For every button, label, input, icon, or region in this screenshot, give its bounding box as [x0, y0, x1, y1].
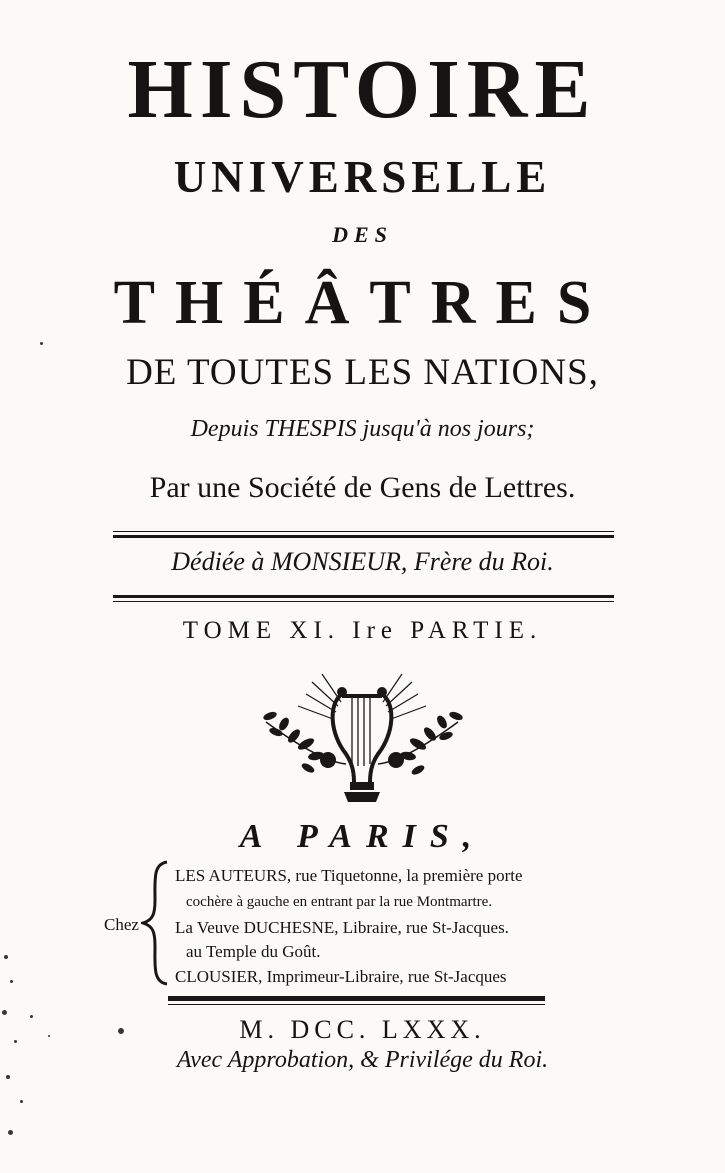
title-line-nations: DE TOUTES LES NATIONS, — [126, 352, 599, 393]
title-line-universelle: UNIVERSELLE — [173, 152, 552, 202]
imprint-line-3: La Veuve DUCHESNE, Libraire, rue St-Jacques. — [175, 918, 509, 937]
double-rule-bottom — [113, 595, 614, 602]
tome-line: TOME XI. Ire PARTIE. — [182, 617, 543, 644]
subtitle: Depuis THESPIS jusqu'à nos jours; — [190, 416, 535, 442]
imprint-line-5: CLOUSIER, Imprimeur-Libraire, rue St-Jacques — [175, 967, 507, 986]
imprint-line-2: cochère à gauche en entrant par la rue Montmartre. — [186, 894, 493, 910]
lyre-vignette-icon — [246, 664, 478, 814]
brace-icon — [141, 860, 171, 986]
imprint-date: M. DCC. LXXX. — [239, 1015, 486, 1044]
imprint-line-4: au Temple du Goût. — [186, 942, 321, 961]
imprint-place: A PARIS, — [239, 818, 486, 855]
imprint-chez: Chez — [104, 915, 139, 934]
title-line-theatres: THÉÂTRES — [113, 269, 612, 337]
double-rule-top — [113, 531, 614, 538]
title-line-des: DES — [332, 222, 393, 247]
imprint-rule — [168, 996, 545, 1001]
title-line-histoire: HISTOIRE — [127, 43, 598, 136]
authors-line: Par une Société de Gens de Lettres. — [149, 471, 576, 504]
imprint-line-1: LES AUTEURS, rue Tiquetonne, la première porte — [175, 866, 523, 885]
dedication: Dédiée à MONSIEUR, Frère du Roi. — [171, 547, 554, 576]
imprint-rule-thin — [168, 1004, 545, 1005]
imprint-privilege: Avec Approbation, & Privilége du Roi. — [176, 1047, 549, 1073]
